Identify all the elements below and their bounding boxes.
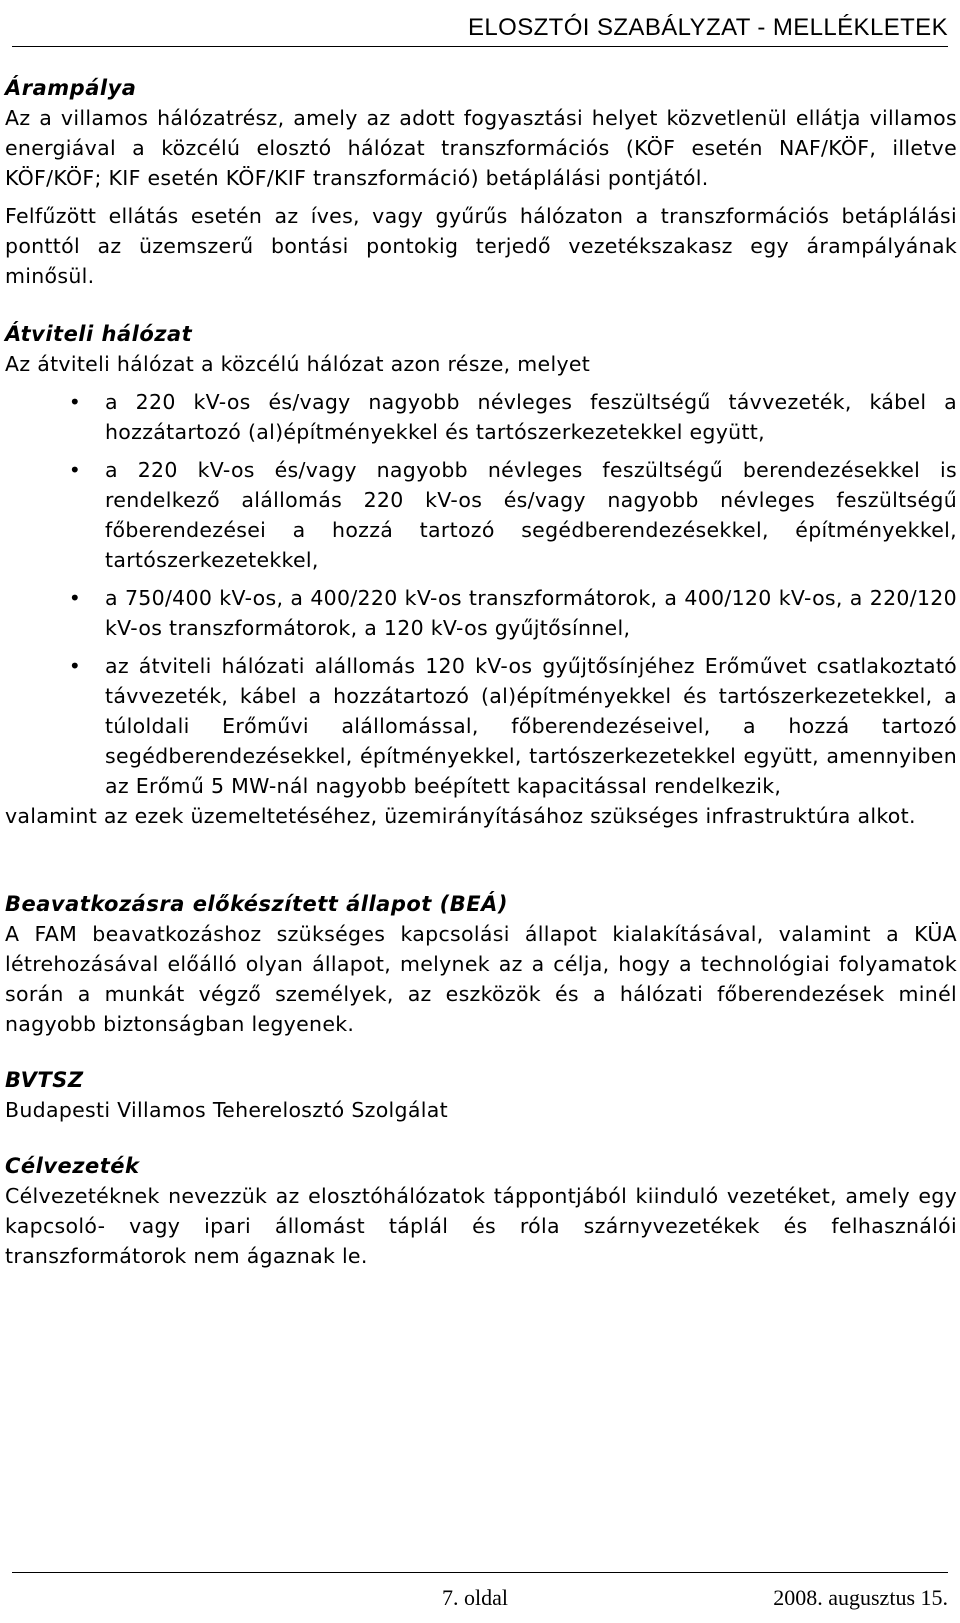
document-title: ELOSZTÓI SZABÁLYZAT - MELLÉKLETEK bbox=[467, 14, 948, 41]
section-celvezetek bbox=[5, 1151, 957, 1271]
section-bvtsz bbox=[5, 1065, 957, 1125]
bullet-icon: • bbox=[68, 458, 82, 482]
definition-paragraph: Felfűzött ellátás esetén az íves, vagy gyűrűs hálózaton a transzformációs betáplálási ponttól az üzemszerű bontási pontokig terjedő vezetékszakasz egy árampályának minősül. bbox=[5, 204, 957, 288]
list-item bbox=[5, 455, 957, 575]
term-heading: Beavatkozásra előkészített állapot (BEÁ) bbox=[5, 892, 508, 916]
definition-paragraph: Az a villamos hálózatrész, amely az adott fogyasztási helyet közvetlenül ellátja villamos energiával a közcélú elosztó hálózat transzformációs (KÖF esetén NAF/KÖF, illetve KÖF/KÖF; KIF esetén KÖF/KIF transzformáció) betáplálási pontjától. bbox=[5, 106, 957, 190]
list-item-text: a 220 kV-os és/vagy nagyobb névleges feszültségű távvezeték, kábel a hozzátartozó (al)építményekkel és tartószerkezetekkel együtt, bbox=[105, 390, 957, 444]
document-body bbox=[5, 70, 957, 1271]
term-heading: Célvezeték bbox=[5, 1154, 140, 1178]
section-arampalya bbox=[5, 73, 957, 291]
section-atviteli-halozat bbox=[5, 319, 957, 831]
list-item-text: a 750/400 kV-os, a 400/220 kV-os transzformátorok, a 400/120 kV-os, a 220/120 kV-os transzformátorok, a 120 kV-os gyűjtősínnel, bbox=[105, 586, 957, 640]
document-date: 2008. augusztus 15. bbox=[773, 1585, 948, 1610]
definition-paragraph: Célvezetéknek nevezzük az elosztóhálózatok táppontjából kiinduló vezetéket, amely egy kapcsoló- vagy ipari állomást táplál és róla szárnyvezetékek és felhasználói transzformátorok nem ágaznak le. bbox=[5, 1184, 957, 1268]
definition-outro: valamint az ezek üzemeltetéséhez, üzemirányításához szükséges infrastruktúra alkot. bbox=[5, 804, 916, 828]
definition-paragraph: Budapesti Villamos Teherelosztó Szolgálat bbox=[5, 1098, 448, 1122]
list-item-text: az átviteli hálózati alállomás 120 kV-os gyűjtősínjéhez Erőművet csatlakoztató távvezeték, kábel a hozzátartozó (al)építményekkel és tartószerkezetekkel, a túloldali Erőművi alállomással, főberendezéseivel, a hozzá tartozó segédberendezésekkel, építményekkel, tartószerkezetekkel együtt, amennyiben az Erőmű 5 MW-nál nagyobb beépített kapacitással rendelkezik, bbox=[105, 654, 957, 798]
bullet-icon: • bbox=[68, 586, 82, 610]
bullet-icon: • bbox=[68, 390, 82, 414]
bullet-list bbox=[5, 387, 957, 801]
section-bea bbox=[5, 889, 957, 1039]
term-heading: Átviteli hálózat bbox=[5, 322, 193, 346]
list-item bbox=[5, 583, 957, 643]
page-footer bbox=[12, 1572, 948, 1623]
definition-paragraph: A FAM beavatkozáshoz szükséges kapcsolási állapot kialakításával, valamint a KÜA létrehozásával előálló olyan állapot, melynek az a célja, hogy a technológiai folyamatok során a munkát végző személyek, az eszközök és a hálózati főberendezések minél nagyobb biztonságban legyenek. bbox=[5, 922, 957, 1036]
list-item bbox=[5, 387, 957, 447]
term-heading: Árampálya bbox=[5, 76, 137, 100]
list-item-text: a 220 kV-os és/vagy nagyobb névleges feszültségű berendezésekkel is rendelkező alállomás 220 kV-os és/vagy nagyobb névleges feszültségű főberendezései a hozzá tartozó segédberendezésekkel, építményekkel, tartószerkezetekkel, bbox=[105, 458, 957, 572]
page-header bbox=[12, 10, 948, 47]
term-heading: BVTSZ bbox=[5, 1068, 84, 1092]
list-item bbox=[5, 651, 957, 801]
bullet-icon: • bbox=[68, 654, 82, 678]
page-number: 7. oldal bbox=[442, 1585, 508, 1610]
definition-intro: Az átviteli hálózat a közcélú hálózat azon része, melyet bbox=[5, 352, 591, 376]
